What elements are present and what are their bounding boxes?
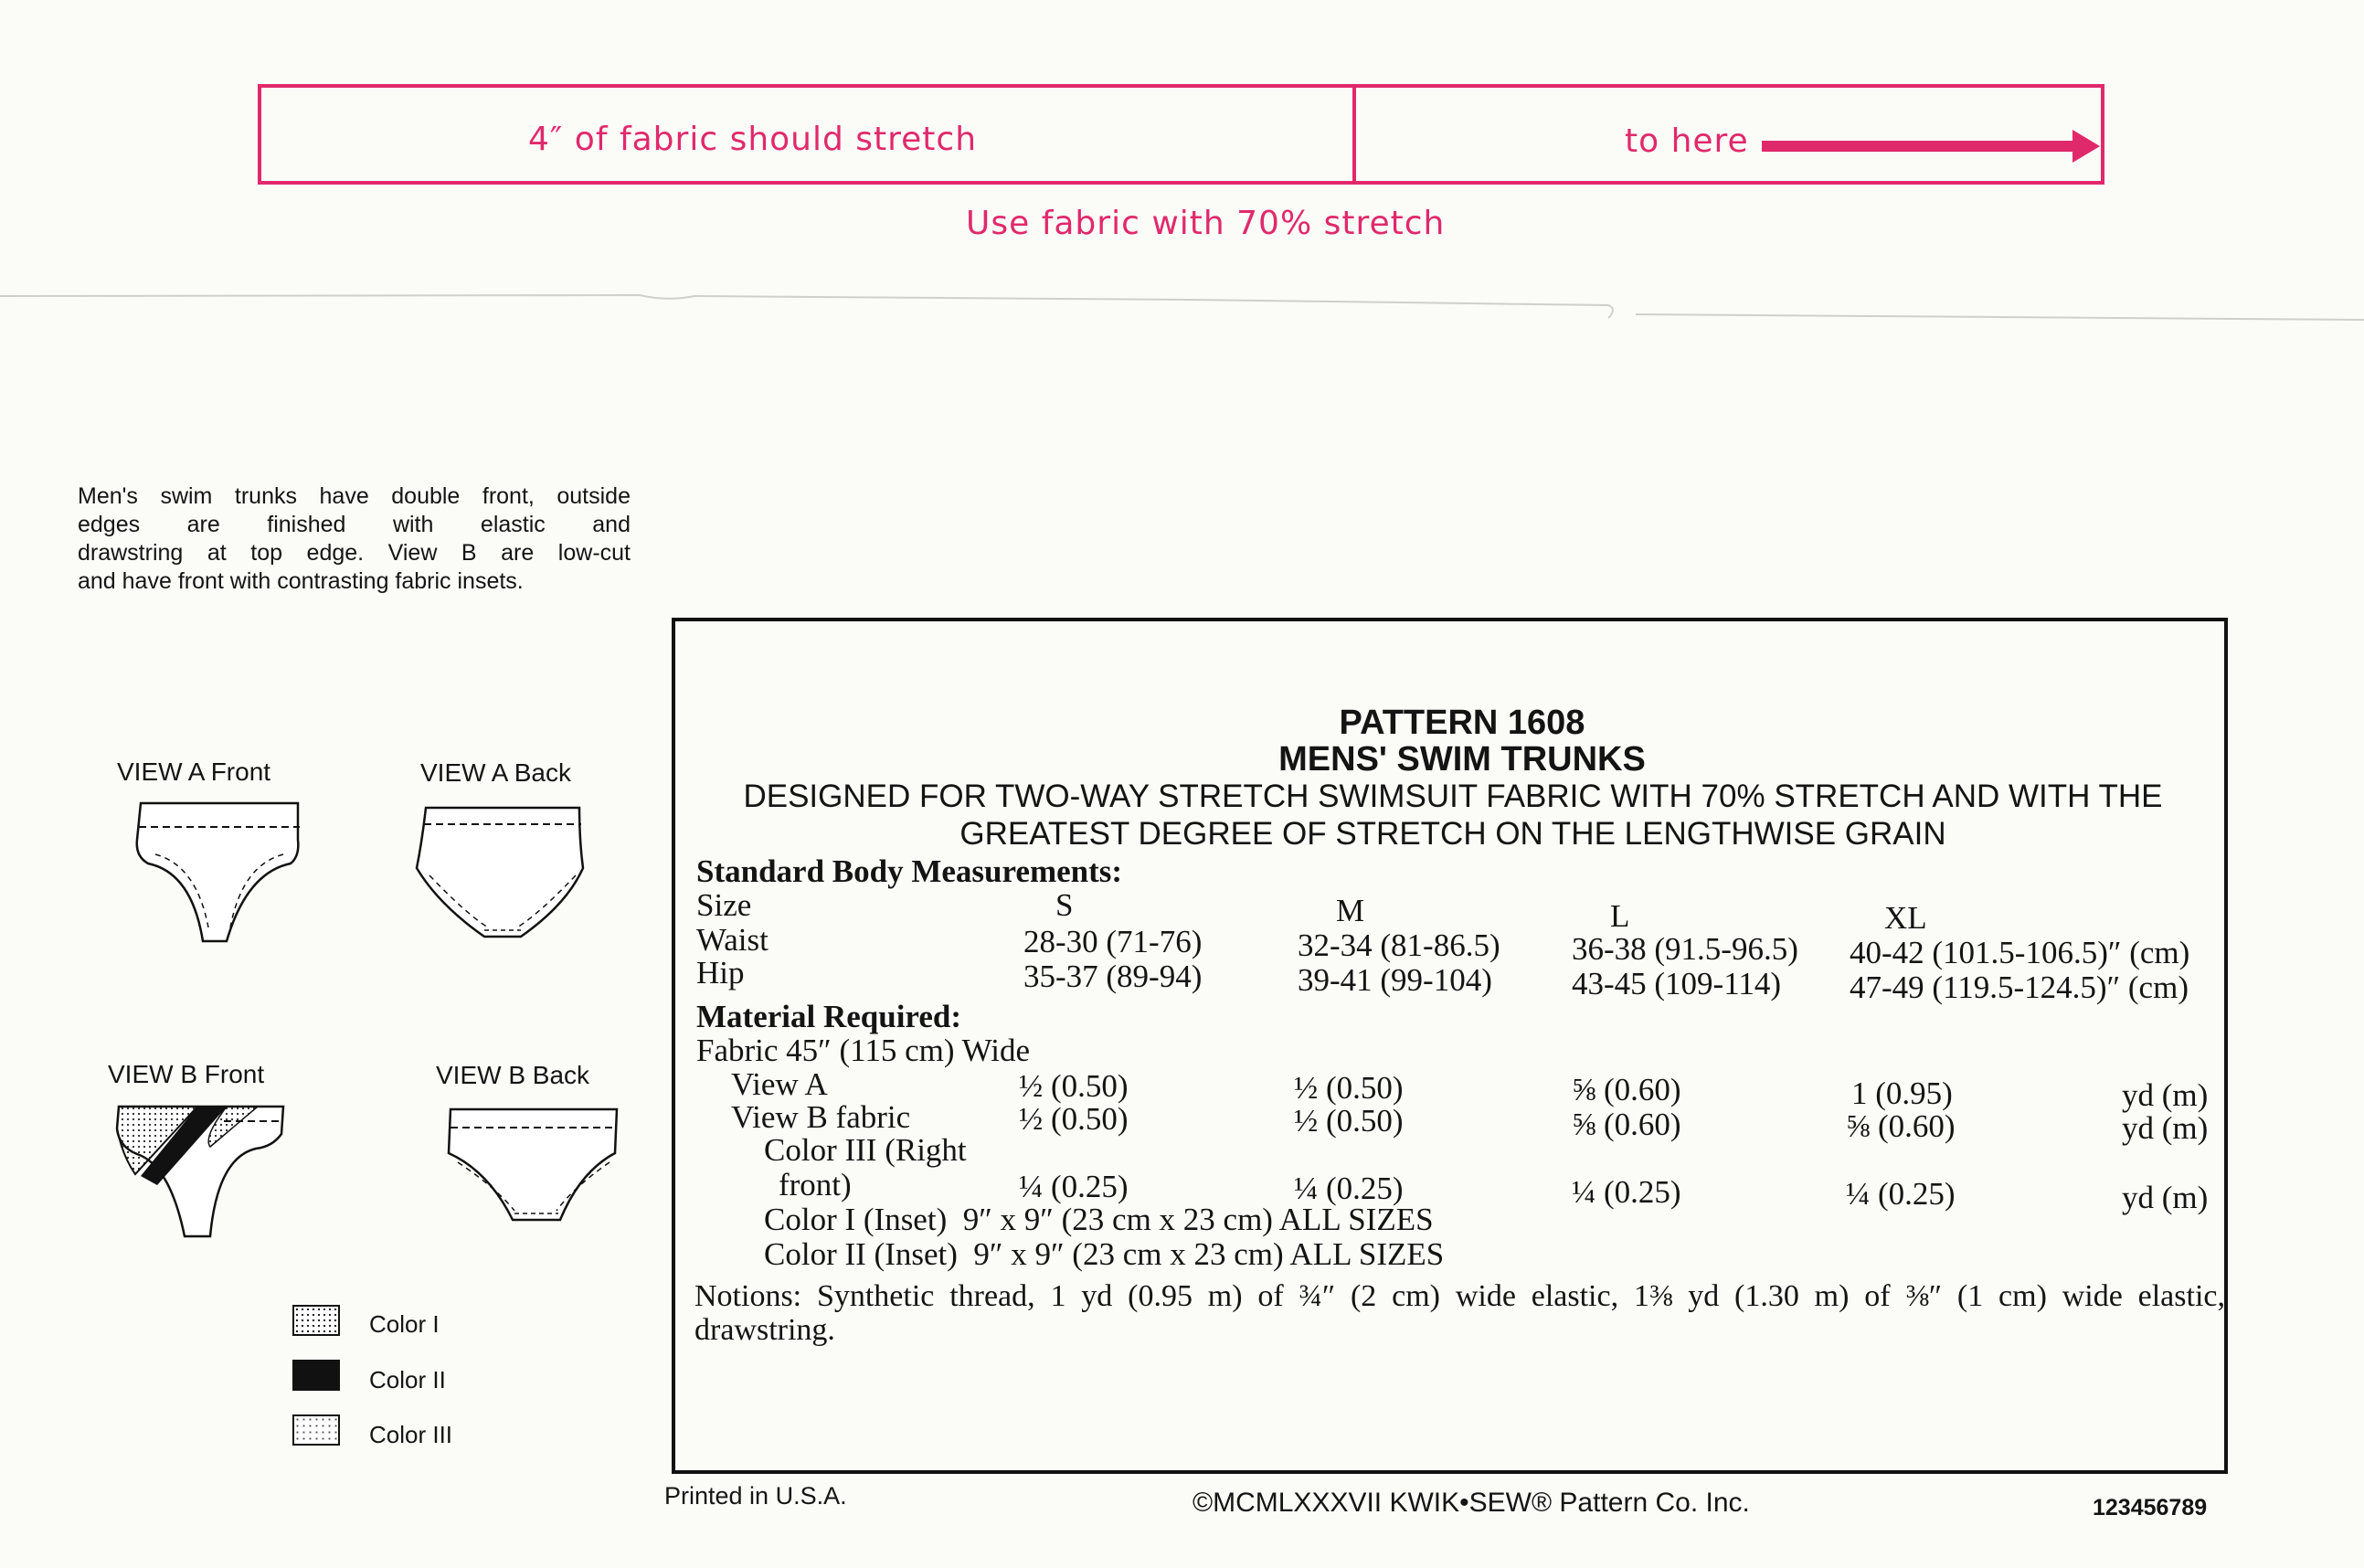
view-b-fabric-s: ½ (0.50): [1019, 1101, 1129, 1137]
hip-xl: 47-49 (119.5-124.5)″ (cm): [1850, 969, 2189, 1005]
view-a-front-label: VIEW A Front: [117, 758, 271, 786]
view-a-l: ⅝ (0.60): [1572, 1072, 1681, 1107]
view-a-unit: yd (m): [2122, 1077, 2209, 1113]
color-iii-label: Color III: [369, 1421, 453, 1448]
waist-label: Waist: [696, 922, 769, 958]
size-xl: XL: [1884, 900, 1927, 936]
pattern-subtitle-2: GREATEST DEGREE OF STRETCH ON THE LENGTHWISE GRAIN: [959, 816, 1946, 852]
print-code: 123456789: [2093, 1495, 2208, 1520]
stretch-left-text: 4″ of fabric should stretch: [528, 121, 978, 158]
pattern-name: MENS' SWIM TRUNKS: [1278, 740, 1646, 779]
size-l: L: [1610, 898, 1630, 934]
color-iii-xl: ¼ (0.25): [1846, 1176, 1956, 1212]
view-b-fabric-label: View B fabric: [731, 1099, 911, 1135]
color-iii-l: ¼ (0.25): [1572, 1174, 1681, 1210]
view-b-fabric-unit: yd (m): [2122, 1110, 2209, 1146]
description-line: drawstring at top edge. View B are low-cut: [78, 540, 631, 566]
pattern-number: PATTERN 1608: [1339, 704, 1585, 742]
inset-color-ii: Color II (Inset) 9″ x 9″ (23 cm x 23 cm) ALL SIZES: [764, 1236, 1445, 1272]
view-b-front-drawing: [110, 1101, 292, 1247]
color-iii-right-label: Color III (Right: [764, 1132, 967, 1168]
color-iii-front-label: front): [779, 1167, 852, 1202]
description-line: edges are finished with elastic and: [78, 512, 631, 537]
view-b-fabric-xl: ⅝ (0.60): [1846, 1108, 1956, 1144]
hip-s: 35-37 (89-94): [1023, 959, 1203, 994]
view-a-xl: 1 (0.95): [1851, 1075, 1953, 1111]
printed-in-label: Printed in U.S.A.: [664, 1482, 847, 1510]
view-a-label: View A: [731, 1066, 828, 1102]
description-line: and have front with contrasting fabric insets.: [78, 568, 524, 594]
size-s: S: [1055, 887, 1074, 923]
description-line: Men's swim trunks have double front, outside: [78, 483, 631, 509]
description: [78, 482, 631, 596]
fabric-width-line: Fabric 45″ (115 cm) Wide: [696, 1033, 1031, 1068]
view-a-back-label: VIEW A Back: [420, 758, 571, 787]
hip-label: Hip: [696, 955, 745, 991]
copyright-line: ©MCMLXXXVII KWIK•SEW® Pattern Co. Inc.: [1193, 1488, 1750, 1518]
view-b-back-label: VIEW B Back: [436, 1061, 590, 1089]
measurements-heading: Standard Body Measurements:: [696, 853, 1123, 889]
material-heading: Material Required:: [696, 999, 961, 1034]
size-label: Size: [696, 887, 752, 923]
view-a-s: ½ (0.50): [1019, 1068, 1129, 1104]
view-a-m: ½ (0.50): [1294, 1070, 1404, 1106]
notions-line-2: drawstring.: [694, 1313, 835, 1347]
color-ii-label: Color II: [369, 1366, 446, 1393]
view-b-fabric-m: ½ (0.50): [1294, 1103, 1404, 1139]
waist-l: 36-38 (91.5-96.5): [1572, 931, 1798, 967]
color-i-label: Color I: [369, 1310, 440, 1338]
view-b-front-label: VIEW B Front: [108, 1060, 265, 1088]
waist-xl: 40-42 (101.5-106.5)″ (cm): [1850, 935, 2190, 970]
view-b-back-drawing: [443, 1106, 626, 1243]
color-i-swatch: [292, 1305, 340, 1336]
stretch-note: Use fabric with 70% stretch: [966, 205, 1446, 242]
waist-m: 32-34 (81-86.5): [1298, 927, 1500, 963]
view-a-back-drawing: [411, 804, 594, 950]
color-iii-swatch: [292, 1414, 340, 1446]
stretch-arrow-icon: [1762, 128, 2104, 164]
stretch-right-text: to here: [1625, 122, 1749, 160]
hip-l: 43-45 (109-114): [1572, 966, 1782, 1001]
color-iii-unit: yd (m): [2122, 1180, 2209, 1215]
color-ii-swatch: [292, 1360, 340, 1391]
hip-m: 39-41 (99-104): [1298, 962, 1492, 998]
pattern-subtitle-1: DESIGNED FOR TWO-WAY STRETCH SWIMSUIT FABRIC WITH 70% STRETCH AND WITH THE: [743, 779, 2163, 814]
view-b-fabric-l: ⅝ (0.60): [1572, 1107, 1681, 1142]
color-iii-m: ¼ (0.25): [1294, 1171, 1404, 1206]
notions-line-1: Notions: Synthetic thread, 1 yd (0.95 m) of ¾″ (2 cm) wide elastic, 1⅜ yd (1.30 m) of ⅜″ (1 cm) wide elastic,: [694, 1279, 2225, 1313]
size-m: M: [1336, 893, 1365, 928]
paper-fold-crease: [0, 291, 2364, 327]
inset-color-i: Color I (Inset) 9″ x 9″ (23 cm x 23 cm) ALL SIZES: [764, 1202, 1434, 1237]
color-iii-s: ¼ (0.25): [1019, 1169, 1129, 1204]
waist-s: 28-30 (71-76): [1023, 924, 1203, 959]
view-a-front-drawing: [128, 800, 311, 946]
stretch-gauge-divider: [1352, 84, 1356, 185]
